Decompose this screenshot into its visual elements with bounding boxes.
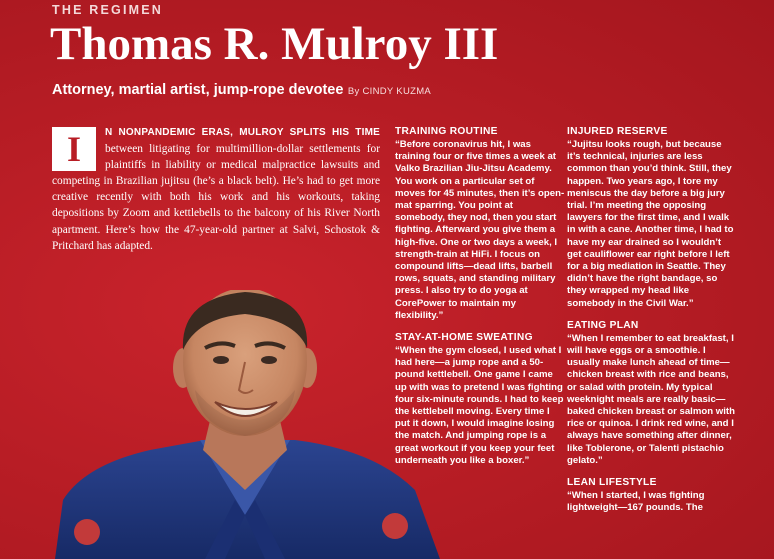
section-text: “When I started, I was fighting lightweight—167 pounds. The [567, 490, 705, 514]
kicker: THE REGIMEN [52, 3, 164, 17]
section-lean [567, 477, 737, 514]
byline: By CINDY KUZMA [347, 86, 432, 97]
section-heading: EATING PLAN [567, 319, 639, 331]
section-heading: STAY-AT-HOME SWEATING [395, 332, 533, 344]
intro-lead: N NONPANDEMIC ERAS, MULROY SPLITS HIS TIME [105, 127, 380, 138]
portrait-photo [55, 290, 440, 559]
column-right [567, 126, 737, 524]
intro-paragraph [52, 124, 380, 254]
section-text: “Before coronavirus hit, I was training four or five times a week at Valko Brazilian Jiu-Jitsu Academy. You work on a particular set of moves for 45 minutes, then it’s open-mat sparring. You point at somebody, they nod, then you start fighting. Afterward you give them a high-five. One or two days a week, I strength-train at HiFi. I focus on compound lifts—dead lifts, barbell rows, squats, and standing military press. I also try to do yoga at CorePower to maintain my flexibility.” [395, 139, 565, 321]
section-text: “Jujitsu looks rough, but because it’s technical, injuries are less common than you’d think. Still, they happen. Two years ago, I tore my meniscus the day before a big jury trial. I’m meeting the opposing lawyers for the first time, and I walk in with a cane. Another time, I had to have my ear drained so I wouldn’t get cauliflower ear right before I left for a big mediation in Seattle. They didn’t have the right bandage, so they wrapped my head like somebody in the Civil War.” [567, 139, 734, 309]
section-heading: INJURED RESERVE [567, 126, 668, 137]
section-text: “When the gym closed, I used what I had here—a jump rope and a 50-pound kettlebell. One game I came up with was to pretend I was fighting four six-minute rounds. I had to keep the kettlebell moving. Every time I put it down, I would imagine losing the match. And jumping rope is a great workout if you keep your feet underneath you like a boxer.” [395, 345, 564, 466]
section-heading: TRAINING ROUTINE [395, 126, 498, 137]
eye-right [261, 356, 277, 364]
gi-patch-right [382, 513, 408, 539]
subtitle: Attorney, martial artist, jump-rope devotee [52, 82, 344, 98]
page-title: Thomas R. Mulroy III [50, 18, 499, 70]
section-text: “When I remember to eat breakfast, I will have eggs or a smoothie. I usually make lunch ahead of time—chicken breast with rice and beans, or salad with protein. My typical weeknight meals are really basic—baked chicken breast or salmon with rice or quinoa. I drink red wine, and I always have something after dinner, like Toblerone, or Talenti pistachio gelato.” [567, 332, 735, 466]
eye-left [213, 356, 229, 364]
drop-cap: I [52, 127, 96, 171]
intro-body: between litigating for multimillion-dollar settlements for plaintiffs in liability or medical malpractice lawsuits and competing in Brazilian jujitsu (he’s a black belt). He’s had to get more creative recently with both his work and his workouts, taking depositions by Zoom and kettlebells to the balcony of his River North apartment. Here’s how the 47-year-old partner at Salvi, Schostok & Pritchard has adapted. [52, 143, 380, 252]
gi-patch-left [74, 519, 100, 545]
section-eating [567, 320, 737, 467]
section-injured [567, 126, 737, 310]
deck [52, 81, 431, 99]
section-heading: LEAN LIFESTYLE [567, 477, 657, 489]
